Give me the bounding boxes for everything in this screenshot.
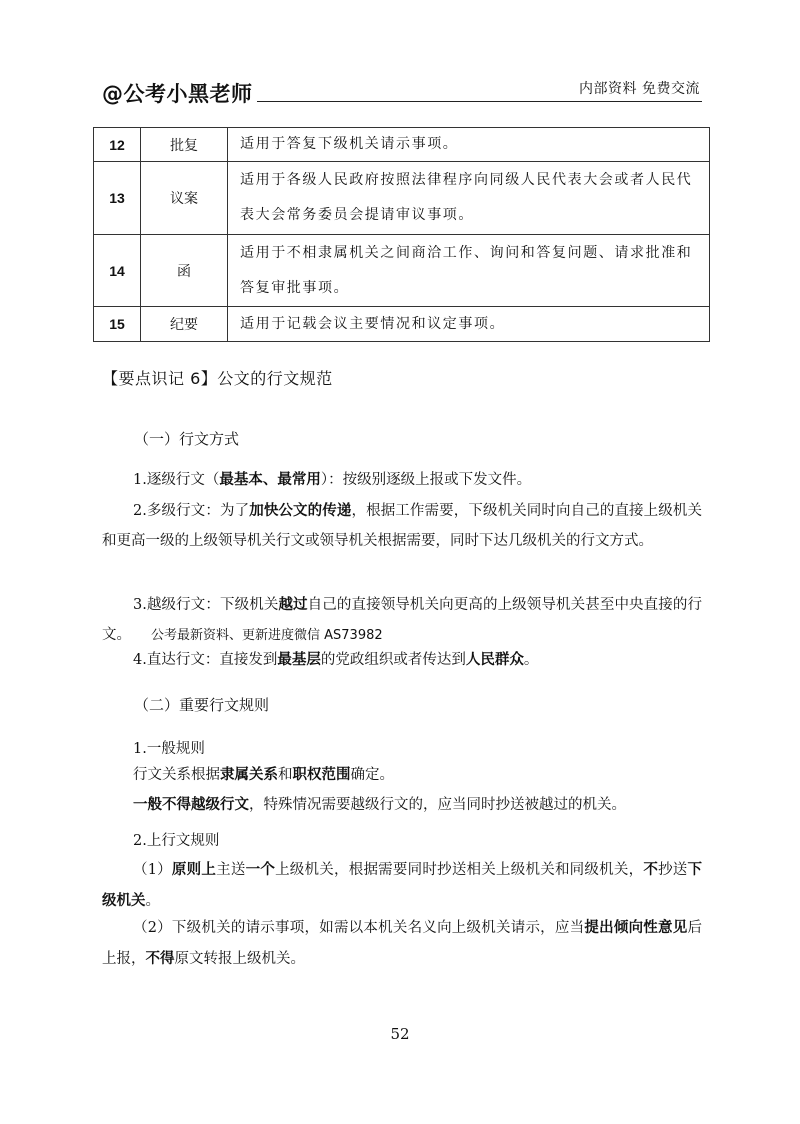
page-header: [102, 78, 702, 108]
section-title: 【要点识记 6】公文的行文规范: [102, 369, 333, 388]
doc-type-name: 批复: [141, 128, 228, 162]
header-rule: [257, 101, 702, 102]
rule-1-line-2: 一般不得越级行文，特殊情况需要越级行文的，应当同时抄送被越过的机关。: [133, 796, 626, 813]
doc-type-desc: 适用于记载会议主要情况和议定事项。: [228, 307, 710, 342]
brand-title: @公考小黑老师: [102, 82, 253, 106]
doc-type-name: 议案: [141, 162, 228, 235]
table-row: [94, 235, 710, 307]
rule-1-title: 1.一般规则: [133, 741, 205, 757]
table-row: [94, 307, 710, 342]
doc-type-desc: 适用于不相隶属机关之间商洽工作、询问和答复问题、请求批准和 答复审批事项。: [228, 235, 710, 307]
row-number: 12: [94, 128, 141, 162]
doc-type-desc: 适用于答复下级机关请示事项。: [228, 128, 710, 162]
wechat-note: 公考最新资料、更新进度微信 AS73982: [151, 627, 383, 643]
table-row: [94, 128, 710, 162]
table-row: [94, 162, 710, 235]
subsection-title-1: （一）行文方式: [134, 430, 240, 448]
doc-type-desc: 适用于各级人民政府按照法律程序向同级人民代表大会或者人民代 表大会常务委员会提请审议事项。: [228, 162, 710, 235]
rule-2-item-2: （2）下级机关的请示事项，如需以本机关名义向上级机关请示，应当提出倾向性意见后上报，不得原文转报上级机关。: [102, 919, 702, 967]
paragraph-4: 4.直达行文：直接发到最基层的党政组织或者传达到人民群众。: [133, 651, 539, 668]
rule-2-item-1: （1）原则上主送一个上级机关，根据需要同时抄送相关上级机关和同级机关，不抄送下级机关。: [102, 861, 703, 909]
paragraph-3: 3.越级行文：下级机关越过自己的直接领导机关向更高的上级领导机关甚至中央直接的行文。 公考最新资料、更新进度微信 AS73982: [102, 596, 702, 643]
document-types-table: [93, 127, 710, 342]
row-number: 15: [94, 307, 141, 342]
doc-type-name: 函: [141, 235, 228, 307]
row-number: 13: [94, 162, 141, 235]
page-number: 52: [390, 1025, 410, 1043]
row-number: 14: [94, 235, 141, 307]
rule-2-title: 2.上行文规则: [133, 833, 220, 849]
paragraph-1: 1.逐级行文（最基本、最常用）：按级别逐级上报或下发文件。: [133, 471, 532, 488]
paragraph-2: 2.多级行文：为了加快公文的传递，根据工作需要，下级机关同时向自己的直接上级机关和更高一级的上级领导机关行文或领导机关根据需要，同时下达几级机关的行文方式。: [102, 502, 702, 549]
rule-1-line-1: 行文关系根据隶属关系和职权范围确定。: [133, 766, 394, 783]
header-note: 内部资料 免费交流: [579, 81, 700, 97]
doc-type-name: 纪要: [141, 307, 228, 342]
subsection-title-2: （二）重要行文规则: [134, 696, 270, 714]
